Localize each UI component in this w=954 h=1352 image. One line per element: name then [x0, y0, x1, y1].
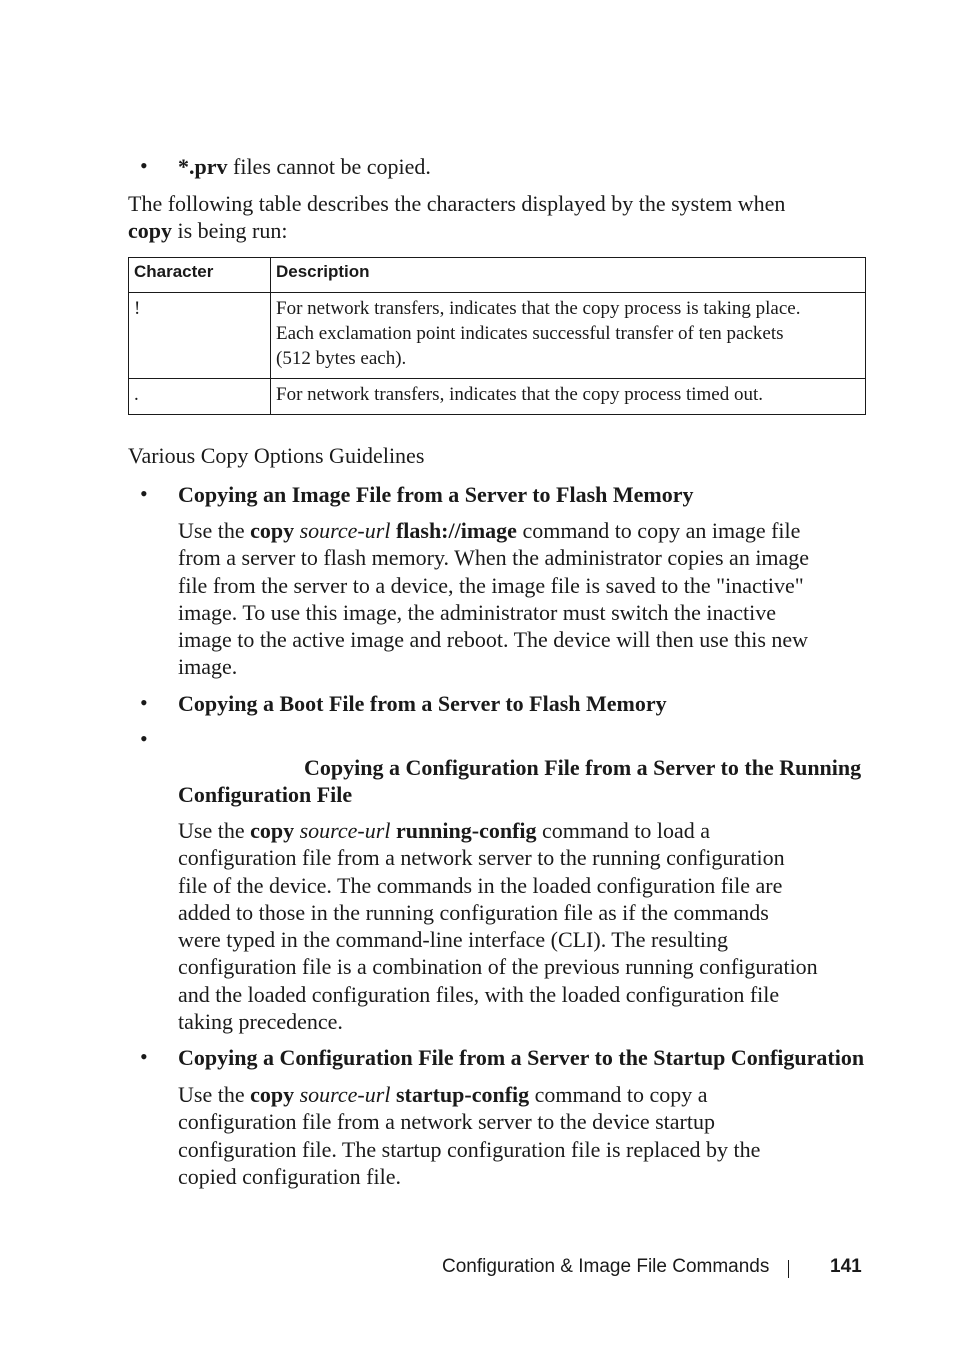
body-line: image. To use this image, the administrator must switch the inactive: [178, 599, 777, 625]
column-header-description: Description: [271, 258, 866, 293]
body-line: file of the device. The commands in the loaded configuration file are: [178, 872, 783, 898]
intro-line-2-rest: is being run:: [172, 218, 288, 244]
bullet-marker: •: [140, 726, 148, 751]
body-line: added to those in the running configuration file as if the commands: [178, 899, 769, 925]
table-row: [129, 293, 866, 379]
copy-command: copy: [128, 218, 172, 244]
startup-config-target: startup-config: [395, 1082, 530, 1107]
table-header-row: [129, 258, 866, 293]
footer-separator: [788, 1260, 789, 1278]
image-line-1: [178, 517, 868, 544]
copy-characters-table: [128, 257, 866, 415]
body-line: from a server to flash memory. When the administrator copies an image: [178, 545, 810, 571]
description-cell: [271, 293, 866, 379]
running-line-1: [178, 817, 868, 844]
image-guideline-heading: Copying an Image File from a Server to Flash Memory: [178, 482, 694, 507]
source-url-arg: source-url: [299, 818, 391, 843]
body-line: configuration file from a network server to the running configuration: [178, 845, 785, 871]
body-line: and the loaded configuration files, with the loaded configuration file: [178, 981, 780, 1007]
bullet-marker: •: [140, 1044, 148, 1069]
description-line: For network transfers, indicates that the copy process timed out.: [276, 384, 764, 405]
character-cell: !: [129, 293, 271, 379]
copy-command: copy: [250, 518, 295, 543]
use-the-text: Use the: [178, 518, 251, 543]
startup-guideline-body: [178, 1081, 868, 1190]
running-guideline-heading-line-2: Configuration File: [178, 782, 353, 807]
startup-line-1: [178, 1081, 868, 1108]
running-line-1-rest: command to load a: [536, 818, 711, 843]
description-line: (512 bytes each).: [276, 348, 407, 369]
startup-guideline-heading: Copying a Configuration File from a Server to the Startup Configuration: [178, 1045, 865, 1070]
table-row: [129, 379, 866, 415]
running-guideline-body: [178, 817, 868, 1035]
character-cell: .: [129, 379, 271, 415]
copy-command: copy: [250, 818, 295, 843]
intro-bullet-rest: files cannot be copied.: [227, 154, 431, 179]
body-line: copied configuration file.: [178, 1163, 401, 1189]
body-line: taking precedence.: [178, 1009, 343, 1035]
intro-line-1: The following table describes the characters displayed by the system when: [128, 191, 786, 216]
column-header-character: Character: [129, 258, 271, 293]
running-config-target: running-config: [395, 818, 537, 843]
image-line-1-rest: command to copy an image file: [516, 518, 801, 543]
boot-guideline-heading: Copying a Boot File from a Server to Flash Memory: [178, 691, 667, 716]
copy-command: copy: [250, 1082, 295, 1107]
intro-line-2: [128, 217, 785, 244]
source-url-arg: source-url: [299, 518, 391, 543]
body-line: file from the server to a device, the image file is saved to the "inactive": [178, 572, 804, 598]
source-url-arg: source-url: [299, 1082, 391, 1107]
bullet-marker: •: [140, 153, 148, 178]
bullet-marker: •: [140, 481, 148, 506]
body-line: configuration file from a network server to the device startup: [178, 1109, 715, 1135]
image-guideline-body: [178, 517, 868, 681]
body-line: image to the active image and reboot. The device will then use this new: [178, 627, 809, 653]
body-line: configuration file. The startup configuration file is replaced by the: [178, 1136, 761, 1162]
body-line: image.: [178, 654, 238, 680]
use-the-text: Use the: [178, 1082, 251, 1107]
prv-extension: *.prv: [178, 154, 228, 179]
use-the-text: Use the: [178, 818, 251, 843]
page-number: 141: [830, 1256, 862, 1277]
intro-paragraph: [128, 190, 785, 245]
startup-line-1-rest: command to copy a: [529, 1082, 708, 1107]
body-line: were typed in the command-line interface (CLI). The resulting: [178, 927, 728, 953]
running-guideline-heading-line-1: Copying a Configuration File from a Server to the Running: [304, 755, 862, 780]
flash-image-target: flash://image: [395, 518, 517, 543]
section-heading: Various Copy Options Guidelines: [128, 443, 425, 468]
description-line: For network transfers, indicates that the copy process is taking place.: [276, 298, 801, 319]
intro-bullet-text: [178, 153, 431, 180]
bullet-marker: •: [140, 690, 148, 715]
body-line: configuration file is a combination of the previous running configuration: [178, 954, 818, 980]
footer-section-title: Configuration & Image File Commands: [442, 1256, 770, 1277]
description-line: Each exclamation point indicates successful transfer of ten packets: [276, 323, 784, 344]
description-cell: [271, 379, 866, 415]
